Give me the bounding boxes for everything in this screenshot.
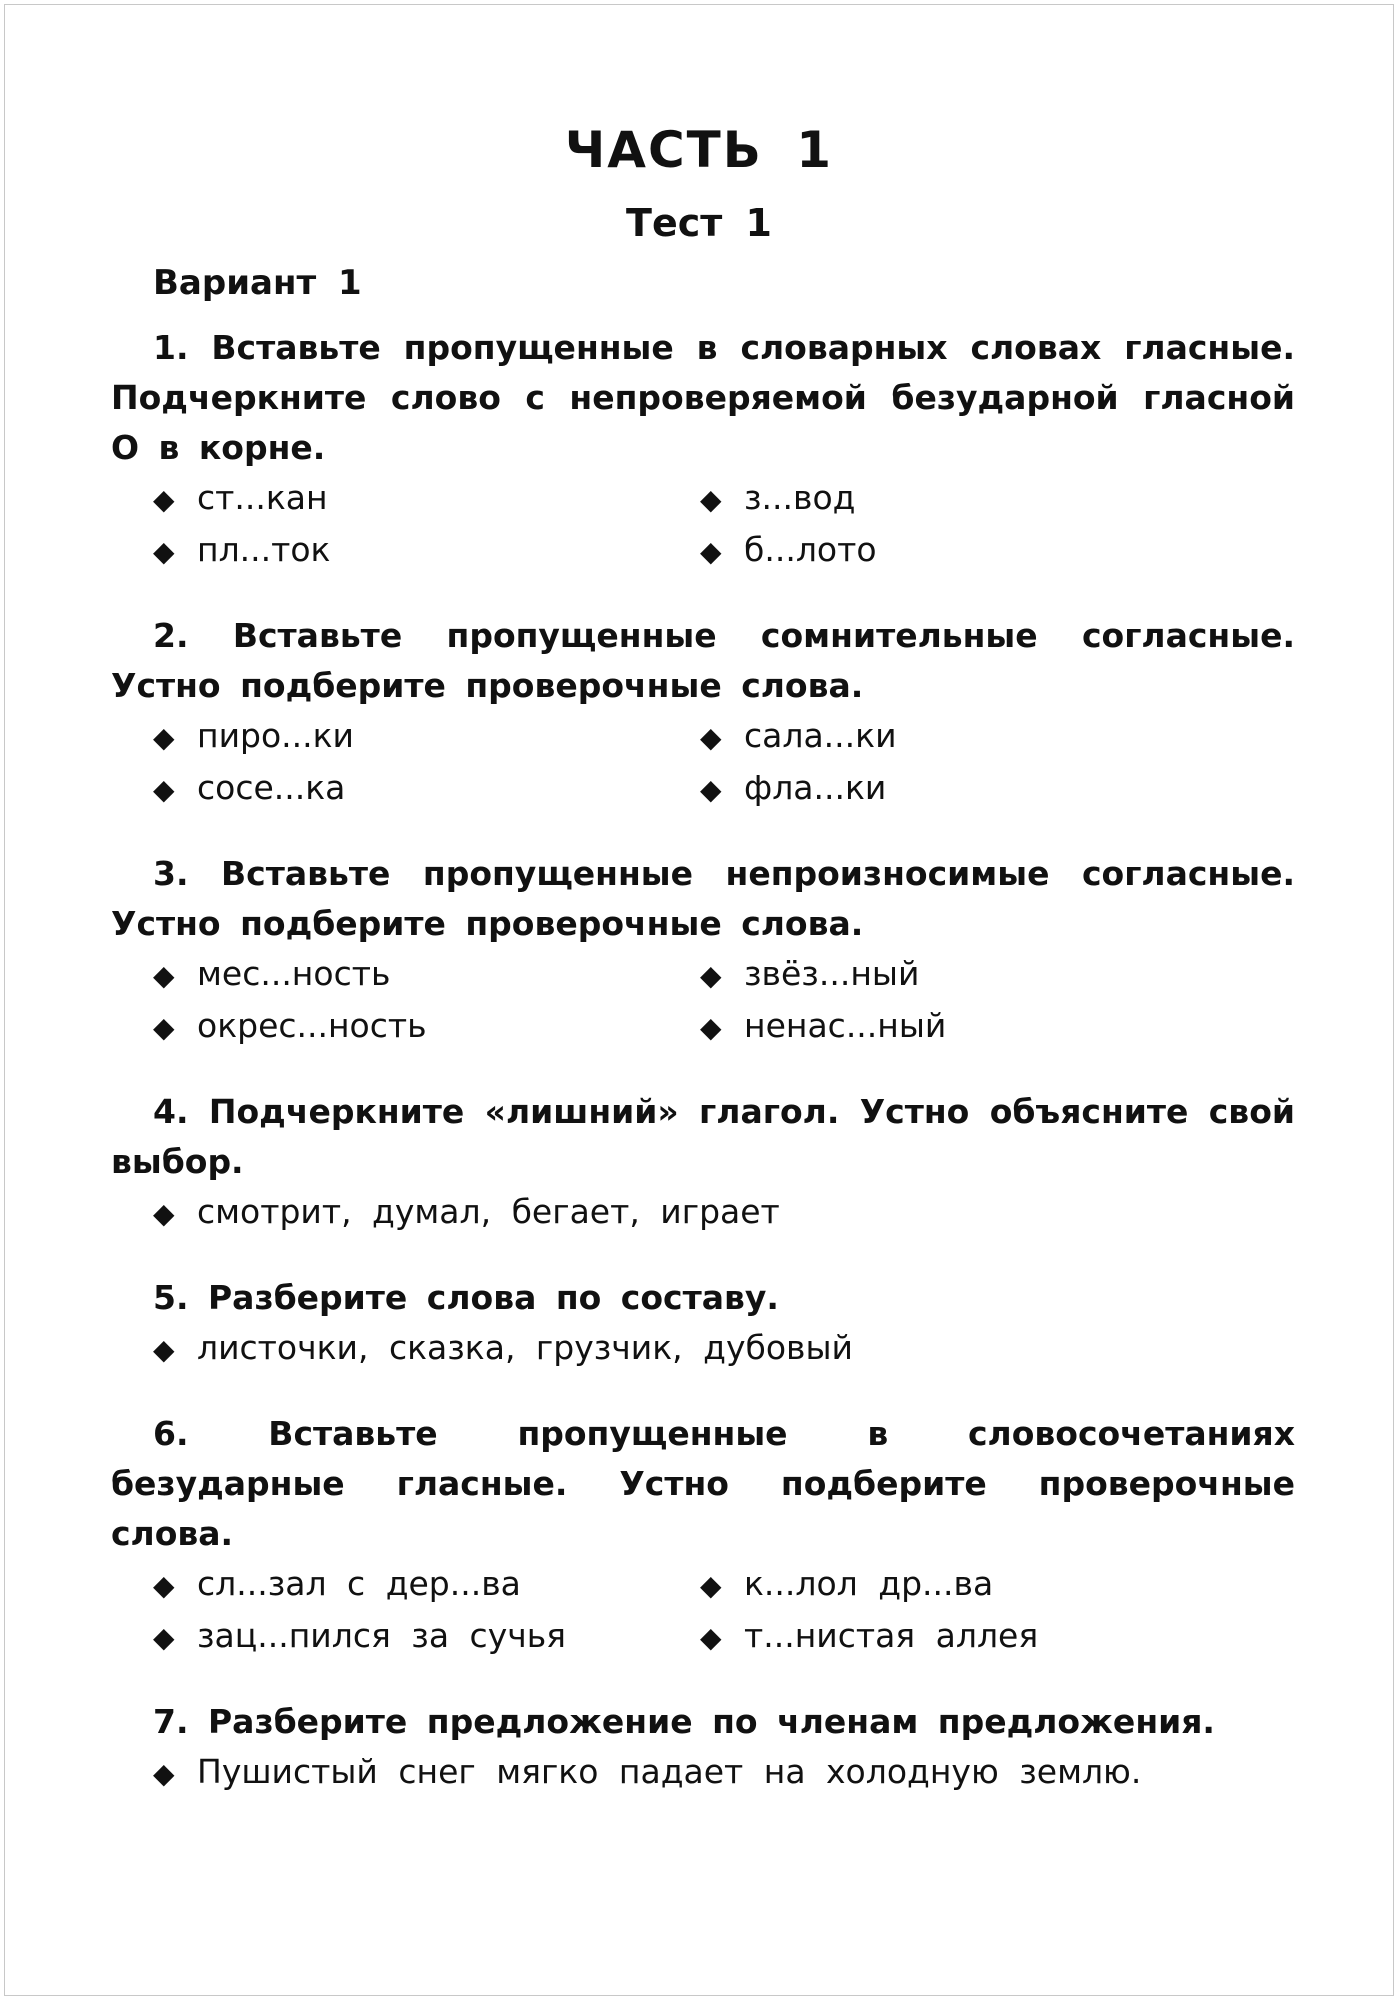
word-item (153, 1559, 700, 1611)
task-number: 3. (153, 854, 189, 893)
task-text: Вставьте пропущенные в словосочетаниях безударные гласные. Устно подберите проверочные слова. (111, 1414, 1296, 1553)
task-2 (111, 611, 1295, 815)
diamond-bullet-icon: ◆ (700, 1569, 722, 1602)
diamond-bullet-icon: ◆ (700, 721, 722, 754)
word-item (153, 763, 700, 815)
task-text: Разберите слова по составу. (208, 1278, 779, 1317)
word-text: ненас...ный (744, 1006, 947, 1045)
task-1 (111, 323, 1295, 577)
word-grid (111, 711, 1295, 815)
diamond-bullet-icon: ◆ (153, 773, 175, 806)
tasks-list (111, 323, 1295, 1833)
task-text: Разберите предложение по членам предложения. (208, 1702, 1215, 1741)
diamond-bullet-icon: ◆ (153, 535, 175, 568)
word-item (153, 1001, 700, 1053)
word-text: окрес...ность (197, 1006, 427, 1045)
diamond-bullet-icon: ◆ (153, 1197, 175, 1230)
diamond-bullet-icon: ◆ (700, 1621, 722, 1654)
word-text: ст...кан (197, 478, 328, 517)
diamond-bullet-icon: ◆ (153, 1757, 175, 1790)
word-text: звёз...ный (744, 954, 920, 993)
diamond-bullet-icon: ◆ (700, 535, 722, 568)
word-text: т...нистая аллея (744, 1616, 1039, 1655)
task-instruction (111, 849, 1295, 949)
word-item (153, 1611, 700, 1663)
word-item (700, 1611, 1295, 1663)
task-instruction (111, 1409, 1295, 1559)
word-item (153, 525, 700, 577)
word-item (700, 763, 1295, 815)
word-grid (111, 949, 1295, 1053)
word-text: сосе...ка (197, 768, 346, 807)
task-number: 4. (153, 1092, 189, 1131)
task-instruction (111, 323, 1295, 473)
word-text: сала...ки (744, 716, 897, 755)
diamond-bullet-icon: ◆ (700, 959, 722, 992)
word-text: мес...ность (197, 954, 391, 993)
diamond-bullet-icon: ◆ (700, 773, 722, 806)
task-text: Подчеркните «лишний» глагол. Устно объясните свой выбор. (111, 1092, 1295, 1181)
task-text: Вставьте пропущенные непроизносимые согласные. Устно подберите проверочные слова. (111, 854, 1295, 943)
word-item (153, 711, 700, 763)
diamond-bullet-icon: ◆ (153, 1569, 175, 1602)
word-grid (111, 1559, 1295, 1663)
test-title: Тест 1 (626, 201, 772, 245)
diamond-bullet-icon: ◆ (153, 1621, 175, 1654)
word-line-text: листочки, сказка, грузчик, дубовый (197, 1328, 853, 1367)
diamond-bullet-icon: ◆ (700, 483, 722, 516)
word-item (153, 949, 700, 1001)
task-text: Вставьте пропущенные сомнительные согласные. Устно подберите проверочные слова. (111, 616, 1295, 705)
diamond-bullet-icon: ◆ (153, 959, 175, 992)
task-instruction (111, 1697, 1295, 1747)
word-item (700, 525, 1295, 577)
diamond-bullet-icon: ◆ (153, 1333, 175, 1366)
word-item (153, 473, 700, 525)
part-title: ЧАСТЬ 1 (564, 121, 834, 179)
word-text: к...лол др...ва (744, 1564, 994, 1603)
word-text: сл...зал с дер...ва (197, 1564, 521, 1603)
task-number: 5. (153, 1278, 189, 1317)
task-number: 6. (153, 1414, 189, 1453)
word-text: з...вод (744, 478, 856, 517)
word-text: пл...ток (197, 530, 331, 569)
task-3 (111, 849, 1295, 1053)
task-7 (111, 1697, 1295, 1799)
task-number: 1. (153, 328, 189, 367)
diamond-bullet-icon: ◆ (700, 1011, 722, 1044)
word-text: зац...пился за сучья (197, 1616, 567, 1655)
word-line (111, 1187, 1295, 1239)
task-instruction (111, 611, 1295, 711)
task-instruction (111, 1273, 1295, 1323)
word-text: пиро...ки (197, 716, 355, 755)
word-grid (111, 473, 1295, 577)
worksheet-page (4, 4, 1394, 1996)
diamond-bullet-icon: ◆ (153, 483, 175, 516)
task-number: 2. (153, 616, 189, 655)
diamond-bullet-icon: ◆ (153, 1011, 175, 1044)
word-item (700, 711, 1295, 763)
variant-heading: Вариант 1 (153, 263, 362, 303)
task-instruction (111, 1087, 1295, 1187)
word-item (700, 1559, 1295, 1611)
word-text: фла...ки (744, 768, 887, 807)
task-5 (111, 1273, 1295, 1375)
word-text: б...лото (744, 530, 877, 569)
task-6 (111, 1409, 1295, 1663)
task-text: Вставьте пропущенные в словарных словах гласные. Подчеркните слово с непроверяемой безударной гласной О в корне. (111, 328, 1295, 467)
word-item (700, 473, 1295, 525)
diamond-bullet-icon: ◆ (153, 721, 175, 754)
word-line (111, 1747, 1295, 1799)
word-line-text: смотрит, думал, бегает, играет (197, 1192, 780, 1231)
word-item (700, 949, 1295, 1001)
word-line-text: Пушистый снег мягко падает на холодную землю. (197, 1752, 1142, 1791)
task-number: 7. (153, 1702, 189, 1741)
task-4 (111, 1087, 1295, 1239)
word-item (700, 1001, 1295, 1053)
word-line (111, 1323, 1295, 1375)
